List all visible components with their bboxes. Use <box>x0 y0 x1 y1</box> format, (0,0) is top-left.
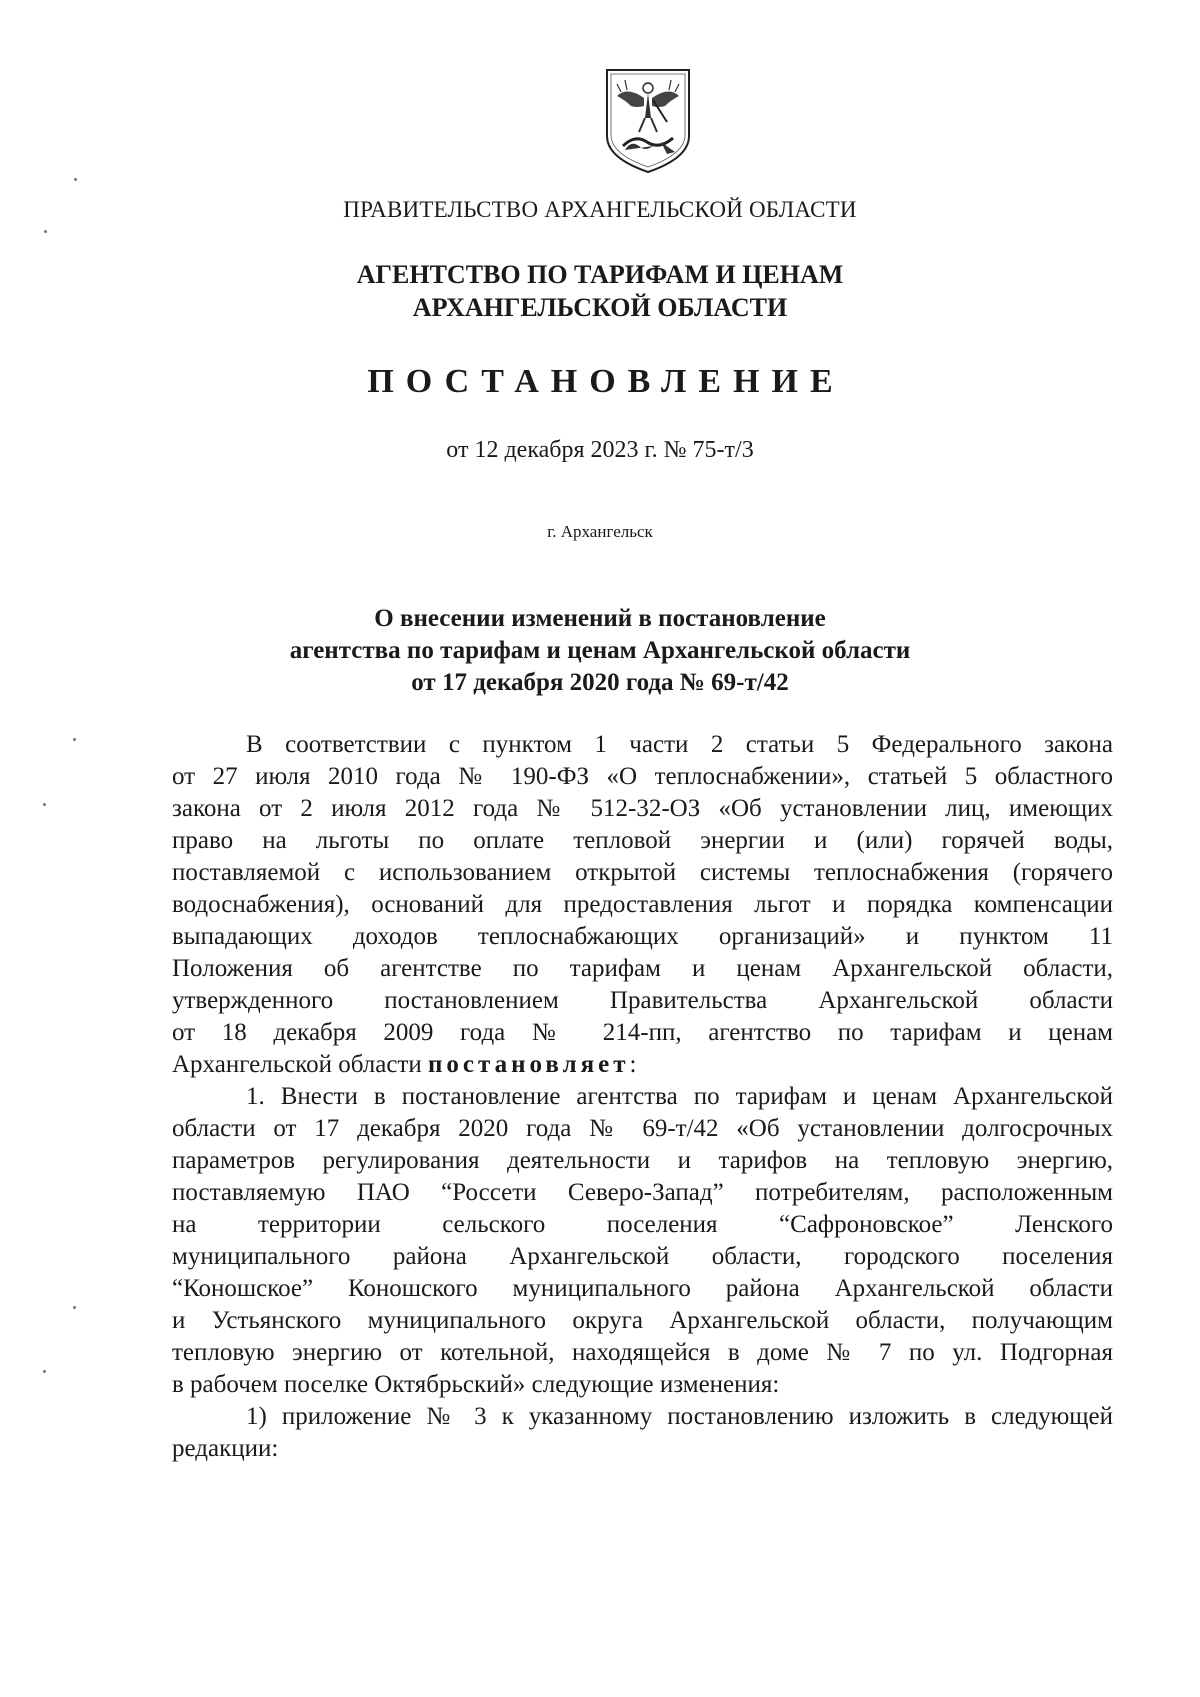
item1-line: в рабочем поселке Октябрьский» следующие изменения: <box>172 1371 780 1398</box>
subject-line3: от 17 декабря 2020 года № 69-т/42 <box>411 669 789 696</box>
item1-line: на территории сельского поселения “Сафроновское” Ленского <box>172 1211 1113 1238</box>
scan-speck <box>43 1370 46 1373</box>
body-line: выпадающих доходов теплоснабжающих организаций» и пунктом 11 <box>172 923 1113 950</box>
resolve-suffix: : <box>629 1051 637 1078</box>
scan-speck <box>74 178 77 181</box>
body-line: от 18 декабря 2009 года № 214-пп, агентство по тарифам и ценам <box>172 1019 1113 1046</box>
document-city: г. Архангельск <box>547 522 653 541</box>
agency-title-line2: АРХАНГЕЛЬСКОЙ ОБЛАСТИ <box>412 293 788 322</box>
scan-speck <box>44 230 47 233</box>
item1-line: тепловую энергию от котельной, находящейся в доме № 7 по ул. Подгорная <box>172 1339 1113 1366</box>
item1-line: муниципального района Архангельской области, городского поселения <box>172 1243 1113 1270</box>
item1-line: “Коношское” Коношского муниципального района Архангельской области <box>172 1275 1113 1302</box>
document-type-heading: ПОСТАНОВЛЕНИЕ <box>367 363 845 400</box>
document-body <box>172 729 1113 1465</box>
subject-line2: агентства по тарифам и ценам Архангельской области <box>289 637 911 664</box>
body-line: от 27 июля 2010 года № 190-ФЗ «О теплоснабжении», статьей 5 областного <box>172 763 1113 790</box>
agency-title-line1: АГЕНТСТВО ПО ТАРИФАМ И ЦЕНАМ <box>356 260 844 289</box>
body-line: поставляемой с использованием открытой системы теплоснабжения (горячего <box>172 859 1113 886</box>
subitem1-line: 1) приложение № 3 к указанному постановлению изложить в следующей <box>246 1403 1113 1430</box>
scan-speck <box>73 1306 76 1309</box>
body-line: утвержденного постановлением Правительства Архангельской области <box>172 987 1113 1014</box>
government-title: ПРАВИТЕЛЬСТВО АРХАНГЕЛЬСКОЙ ОБЛАСТИ <box>343 197 857 222</box>
scan-speck <box>73 738 76 741</box>
item1-line: 1. Внести в постановление агентства по тарифам и ценам Архангельской <box>246 1083 1113 1110</box>
body-line: водоснабжения), оснований для предоставления льгот и порядка компенсации <box>172 891 1113 918</box>
scan-speck <box>43 803 46 806</box>
body-line: закона от 2 июля 2012 года № 512-32-ОЗ «Об установлении лиц, имеющих <box>172 795 1113 822</box>
coat-of-arms-emblem <box>601 66 695 174</box>
item1-line: и Устьянского муниципального округа Архангельской области, получающим <box>172 1307 1113 1334</box>
body-line: Положения об агентстве по тарифам и ценам Архангельской области, <box>172 955 1113 982</box>
document-date-number: от 12 декабря 2023 г. № 75-т/3 <box>446 437 754 463</box>
body-line: право на льготы по оплате тепловой энергии и (или) горячей воды, <box>172 827 1113 854</box>
subject-line1: О внесении изменений в постановление <box>374 605 826 632</box>
resolve-line <box>172 1049 1113 1081</box>
item1-line: параметров регулирования деятельности и тарифов на тепловую энергию, <box>172 1147 1113 1174</box>
subitem1-line: редакции: <box>172 1435 279 1462</box>
item1-line: поставляемую ПАО “Россети Северо-Запад” потребителям, расположенным <box>172 1179 1113 1206</box>
item1-line: области от 17 декабря 2020 года № 69-т/42 «Об установлении долгосрочных <box>172 1115 1113 1142</box>
body-line: В соответствии с пунктом 1 части 2 статьи 5 Федерального закона <box>246 731 1113 758</box>
resolve-prefix: Архангельской области <box>172 1051 429 1078</box>
resolve-word: постановляет <box>428 1051 630 1078</box>
